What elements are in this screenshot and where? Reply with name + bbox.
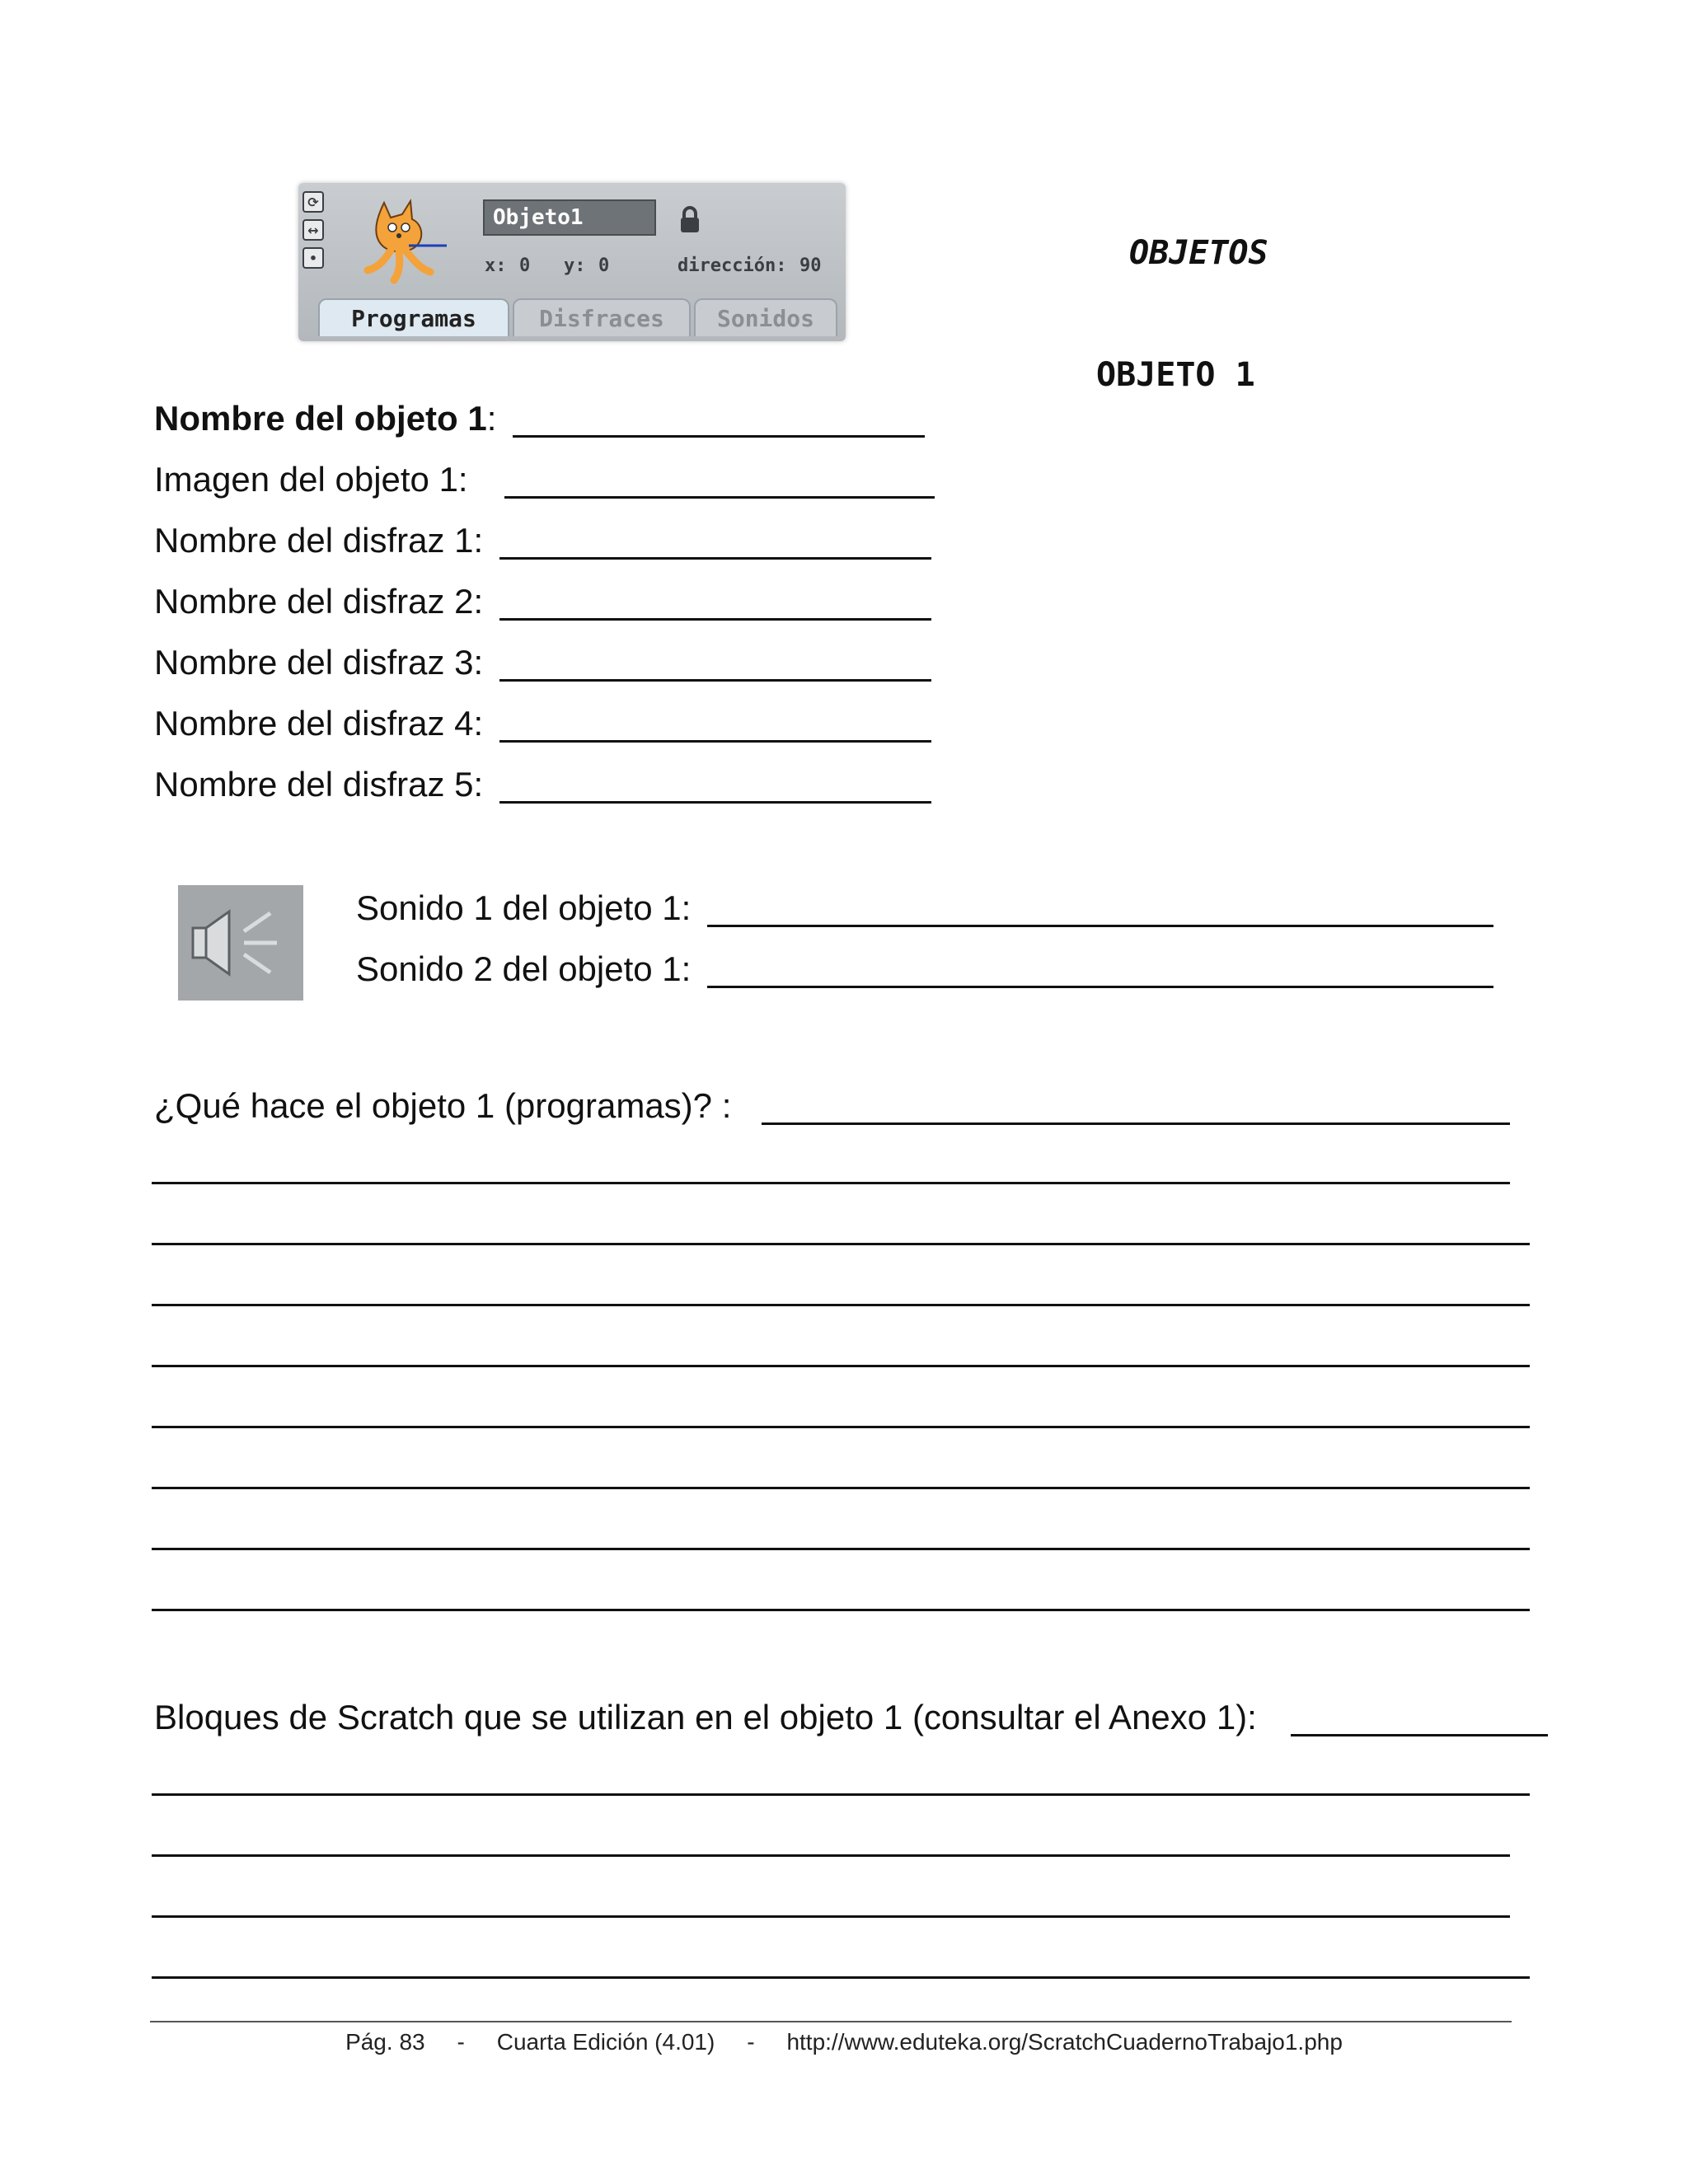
- blocks-blank-4[interactable]: [152, 1976, 1530, 1979]
- direction-value: 90: [799, 255, 822, 276]
- section-heading: OBJETOS: [1129, 234, 1268, 272]
- what-does-blank-3[interactable]: [152, 1304, 1530, 1306]
- lock-icon[interactable]: [679, 206, 701, 234]
- sprite-name-field[interactable]: Objeto1: [483, 199, 656, 236]
- footer-url[interactable]: http://www.eduteka.org/ScratchCuadernoTrabajo1.php: [786, 2029, 1343, 2055]
- x-value: 0: [519, 255, 531, 276]
- what-does-blank-4[interactable]: [152, 1365, 1530, 1367]
- sound-1-label: Sonido 1 del objeto 1:: [356, 888, 692, 927]
- footer-page: Pág. 83: [345, 2029, 425, 2055]
- scratch-cat-icon: [351, 194, 448, 285]
- speaker-icon: [178, 885, 303, 1001]
- tab-sonidos[interactable]: Sonidos: [694, 298, 837, 336]
- blocks-blank-0[interactable]: [1291, 1734, 1548, 1736]
- costume-2-blank[interactable]: [499, 618, 931, 621]
- object-image-blank[interactable]: [504, 496, 935, 499]
- blocks-blank-1[interactable]: [152, 1793, 1530, 1796]
- blocks-blank-2[interactable]: [152, 1854, 1510, 1857]
- sound-1-blank[interactable]: [707, 925, 1493, 927]
- rotate-icon[interactable]: ⟳: [302, 191, 324, 213]
- what-does-blank-6[interactable]: [152, 1487, 1530, 1489]
- footer-rule: [150, 2021, 1512, 2022]
- what-does-blank-8[interactable]: [152, 1609, 1530, 1611]
- costume-4-blank[interactable]: [499, 740, 931, 743]
- object-name-label: Nombre del objeto 1: [154, 399, 487, 438]
- tab-disfraces[interactable]: Disfraces: [513, 298, 691, 336]
- footer-separator: -: [457, 2029, 465, 2055]
- blocks-label: Bloques de Scratch que se utilizan en el objeto 1 (consultar el Anexo 1):: [154, 1698, 1257, 1736]
- no-rotate-icon[interactable]: •: [302, 247, 324, 269]
- object-image-label: Imagen del objeto 1:: [154, 460, 468, 499]
- costume-4-label: Nombre del disfraz 4:: [154, 704, 484, 743]
- speaker-icon-box: [178, 885, 303, 1001]
- what-does-blank-0[interactable]: [762, 1122, 1510, 1125]
- tab-programas[interactable]: Programas: [318, 298, 509, 336]
- what-does-blank-1[interactable]: [152, 1182, 1510, 1184]
- sound-2-label: Sonido 2 del objeto 1:: [356, 949, 692, 988]
- y-value: 0: [598, 255, 610, 276]
- blocks-blank-3[interactable]: [152, 1915, 1510, 1918]
- costume-2-label: Nombre del disfraz 2:: [154, 582, 484, 621]
- sprite-info-panel: [298, 183, 846, 341]
- costume-5-label: Nombre del disfraz 5:: [154, 765, 484, 804]
- object-name-row: [154, 399, 496, 438]
- costume-5-blank[interactable]: [499, 801, 931, 804]
- flip-icon[interactable]: ↔: [302, 219, 324, 241]
- x-label: x:: [485, 255, 507, 276]
- direction-label: dirección:: [678, 255, 787, 276]
- sound-2-blank[interactable]: [707, 986, 1493, 988]
- y-label: y:: [564, 255, 586, 276]
- costume-3-blank[interactable]: [499, 679, 931, 682]
- footer-edition: Cuarta Edición (4.01): [496, 2029, 715, 2055]
- object-name-colon: :: [486, 399, 497, 438]
- costume-1-blank[interactable]: [499, 557, 931, 560]
- costume-1-label: Nombre del disfraz 1:: [154, 521, 484, 560]
- costume-3-label: Nombre del disfraz 3:: [154, 643, 484, 682]
- what-does-blank-5[interactable]: [152, 1426, 1530, 1428]
- what-does-label: ¿Qué hace el objeto 1 (programas)? :: [154, 1086, 732, 1125]
- object-heading: OBJETO 1: [1096, 356, 1255, 394]
- object-name-blank[interactable]: [513, 435, 925, 438]
- page-footer: [0, 2029, 1688, 2055]
- what-does-blank-7[interactable]: [152, 1548, 1530, 1550]
- footer-separator: -: [747, 2029, 755, 2055]
- what-does-blank-2[interactable]: [152, 1243, 1530, 1245]
